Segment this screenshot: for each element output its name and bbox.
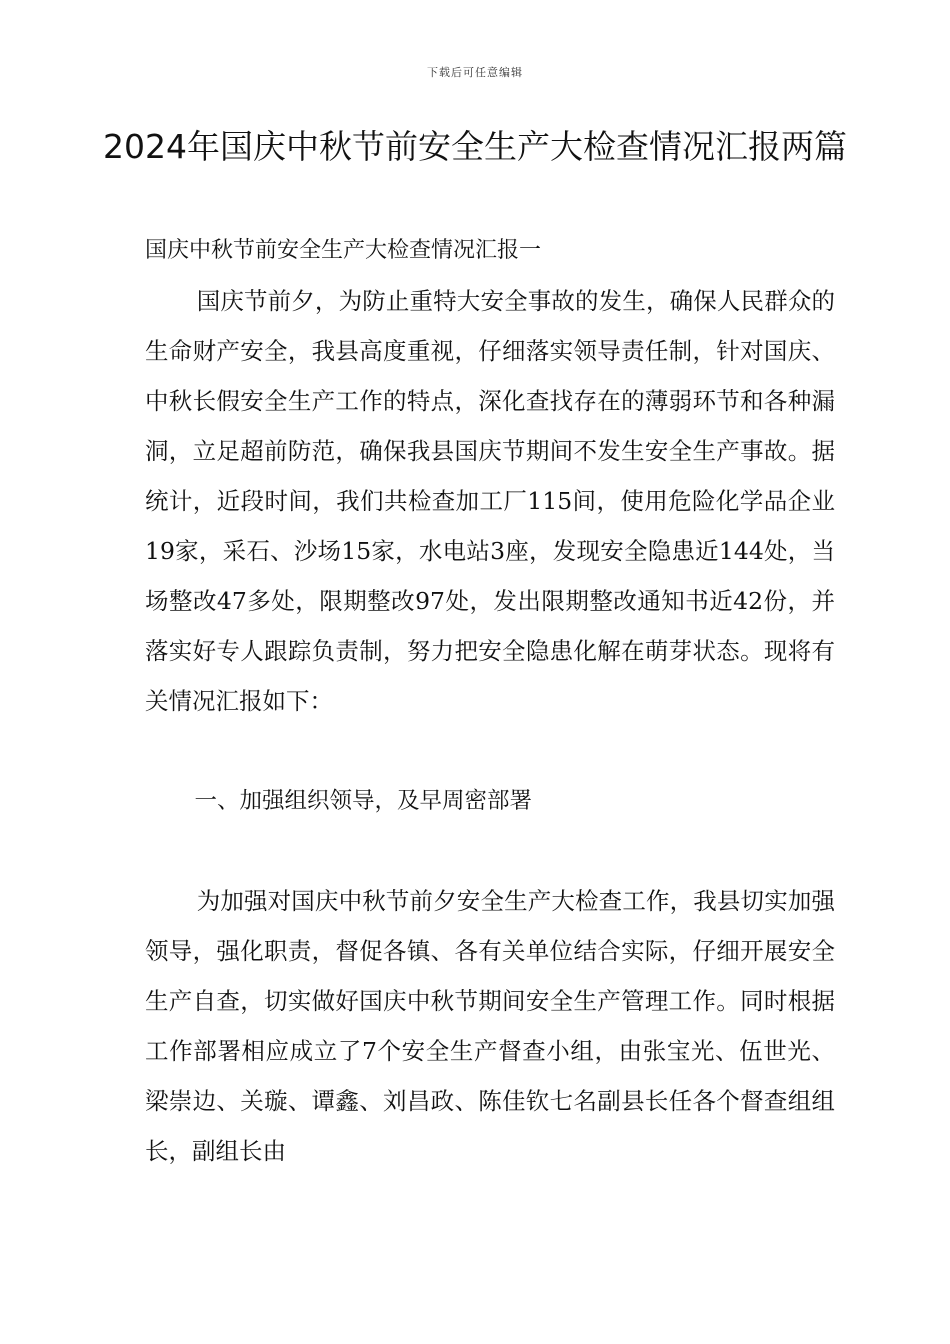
paragraph-intro: 国庆节前夕，为防止重特大安全事故的发生，确保人民群众的生命财产安全，我县高度重视，仔细落实领导责任制，针对国庆、中秋长假安全生产工作的特点，深化查找存在的薄弱环节和各种漏洞，立足超前防范，确保我县国庆节期间不发生安全生产事故。据统计，近段时间，我们共检查加工厂115间，使用危险化学品企业19家，采石、沙场15家，水电站3座，发现安全隐患近144处，当场整改47多处，限期整改97处，发出限期整改通知书近42份，并落实好专人跟踪负责制，努力把安全隐患化解在萌芽状态。现将有关情况汇报如下：: [145, 287, 835, 715]
document-title: 2024年国庆中秋节前安全生产大检查情况汇报两篇: [103, 127, 847, 166]
report-subtitle: 国庆中秋节前安全生产大检查情况汇报一: [145, 238, 542, 263]
section-heading-1: 一、加强组织领导，及早周密部署: [194, 788, 533, 814]
paragraph-section-1: 为加强对国庆中秋节前夕安全生产大检查工作，我县切实加强领导，强化职责，督促各镇、各有关单位结合实际，仔细开展安全生产自查，切实做好国庆中秋节期间安全生产管理工作。同时根据工作部署相应成立了7个安全生产督查小组，由张宝光、伍世光、梁崇边、关璇、谭鑫、刘昌政、陈佳钦七名副县长任各个督查组组长，副组长由: [145, 887, 835, 1165]
document-body: [145, 226, 835, 1176]
spacer: [145, 826, 835, 876]
header-note: 下载后可任意编辑: [427, 66, 523, 79]
